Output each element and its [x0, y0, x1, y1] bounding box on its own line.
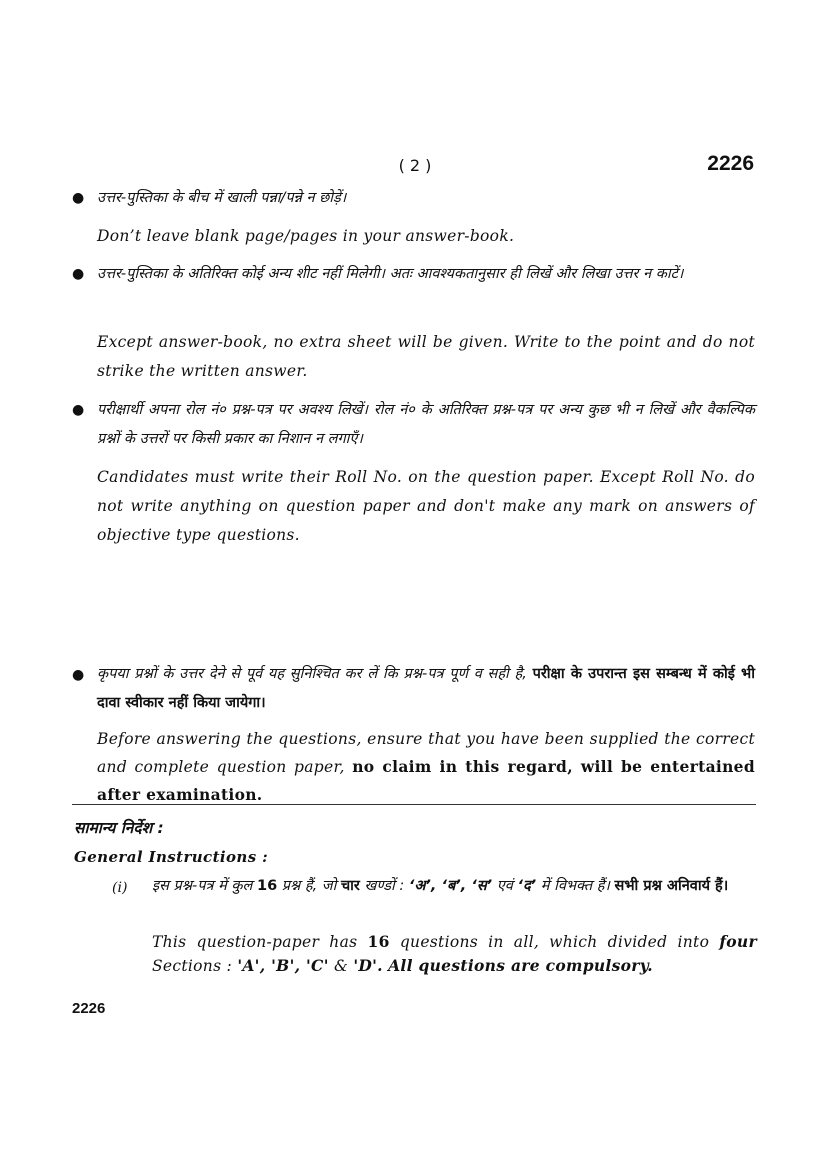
instr-english-last-section: 'D'.	[353, 956, 383, 975]
page-number: ( 2 )	[398, 156, 432, 175]
general-instructions-heading-hindi: सामान्य निर्देश :	[74, 819, 164, 837]
bullet-icon: ●	[72, 402, 85, 418]
instr-hindi-count: 16	[256, 878, 278, 894]
note-4-english-warning: no claim in this regard, will be entertained after examination.	[97, 757, 755, 804]
note-2-hindi: उत्तर-पुस्तिका के अतिरिक्त कोई अन्य शीट नहीं मिलेगी। अतः आवश्यकतानुसार ही लिखें और लिखा उत्तर न काटें।	[97, 266, 684, 282]
instruction-1-english	[152, 930, 757, 978]
note-1-hindi: उत्तर-पुस्तिका के बीच में खाली पन्ना/पन्ने न छोड़ें।	[97, 190, 347, 206]
note-4-english	[97, 726, 755, 809]
instr-hindi-sections: ‘अ’, ‘ब’, ‘स’	[408, 878, 493, 894]
instr-english-a: This question-paper has	[152, 933, 358, 951]
instr-hindi-four: चार	[340, 878, 360, 894]
instr-hindi-compulsory: सभी प्रश्न अनिवार्य हैं।	[614, 878, 729, 894]
instr-hindi-c: खण्डों :	[364, 878, 405, 894]
instr-english-amp: &	[333, 957, 349, 975]
bullet-icon: ●	[72, 190, 85, 206]
bullet-icon: ●	[72, 667, 85, 683]
instr-hindi-b: प्रश्न हैं, जो	[281, 878, 337, 894]
note-4-hindi-warning: परीक्षा के उपरान्त इस सम्बन्ध में कोई भी दावा स्वीकार नहीं किया जायेगा।	[97, 666, 755, 711]
instruction-1-hindi	[152, 874, 757, 899]
note-4-english-text: Before answering the questions, ensure that you have been supplied the correct and complete question paper,	[97, 730, 755, 776]
note-4-hindi	[97, 660, 755, 718]
instr-hindi-last-section: ‘द’	[517, 878, 537, 894]
note-3-hindi: परीक्षार्थी अपना रोल नं० प्रश्न-पत्र पर अवश्य लिखें। रोल नं० के अतिरिक्त प्रश्न-पत्र पर अन्य कुछ भी न लिखें और वैकल्पिक प्रश्नों के उत्तरों पर किसी प्रकार का निशान न लगाएँ।	[97, 402, 755, 447]
paper-code-footer: 2226	[72, 1000, 106, 1017]
bullet-icon: ●	[72, 266, 85, 282]
instr-english-count: 16	[367, 932, 390, 951]
note-1-english: Don’t leave blank page/pages in your answer-book.	[97, 227, 515, 245]
note-4-hindi-text: कृपया प्रश्नों के उत्तर देने से पूर्व यह सुनिश्चित कर लें कि प्रश्न-पत्र पूर्ण व सही है,	[97, 666, 527, 682]
section-divider	[72, 804, 756, 805]
general-instructions-heading-english: General Instructions :	[74, 848, 269, 866]
instr-hindi-d: एवं	[496, 878, 513, 894]
instr-english-sections: 'A', 'B', 'C'	[237, 956, 329, 975]
instr-english-compulsory: All questions are compulsory.	[388, 956, 653, 975]
instr-english-c: Sections :	[152, 957, 233, 975]
note-2-english: Except answer-book, no extra sheet will be given. Write to the point and do not strike the written answer.	[97, 333, 755, 380]
instr-hindi-e: में विभक्त हैं।	[540, 878, 610, 894]
note-3-english: Candidates must write their Roll No. on the question paper. Except Roll No. do not write anything on question paper and don't make any mark on answers of objective type questions.	[97, 468, 755, 544]
paper-code-header: 2226	[707, 152, 754, 175]
instr-hindi-a: इस प्रश्न-पत्र में कुल	[152, 878, 253, 894]
instruction-number: (i)	[112, 880, 128, 896]
instr-english-four: four	[719, 932, 757, 951]
instr-english-b: questions in all, which divided into	[399, 933, 710, 951]
